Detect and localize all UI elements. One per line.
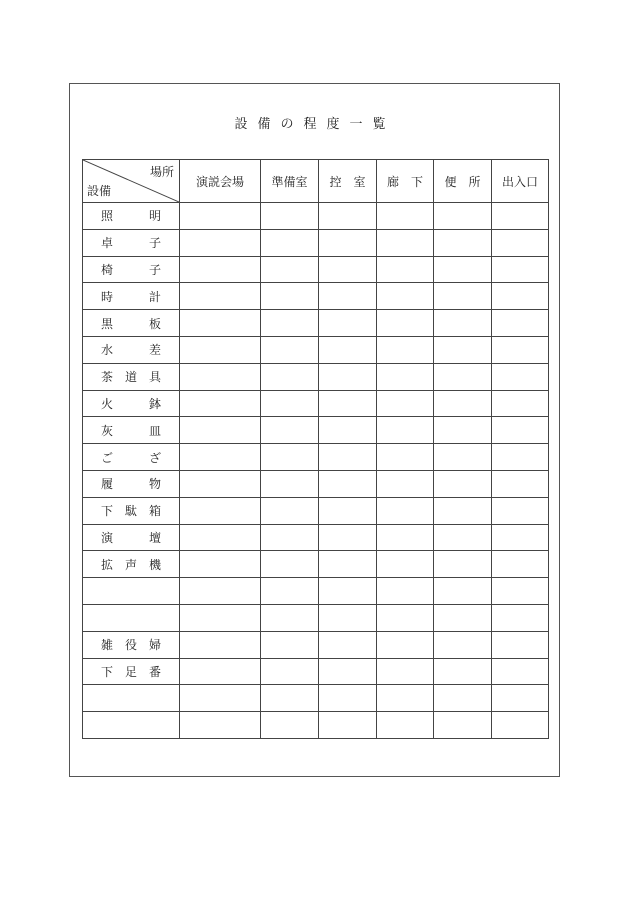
table-cell[interactable] [377,658,434,685]
table-cell[interactable] [319,578,377,605]
table-cell[interactable] [434,336,492,363]
table-cell[interactable] [492,497,549,524]
row-label: 拡声機 [83,551,180,578]
table-cell[interactable] [261,256,319,283]
table-cell[interactable] [492,283,549,310]
table-row [83,551,549,578]
table-cell[interactable] [319,256,377,283]
table-row [83,685,549,712]
row-label: 時計 [83,283,180,310]
table-cell[interactable] [180,604,261,631]
row-label: 照明 [83,203,180,230]
table-cell[interactable] [492,631,549,658]
table-cell[interactable] [434,203,492,230]
table-cell[interactable] [319,712,377,739]
table-row [83,444,549,471]
column-header: 準備室 [261,160,319,203]
table-cell[interactable] [377,524,434,551]
table-cell[interactable] [434,470,492,497]
table-cell[interactable] [319,417,377,444]
table-row [83,417,549,444]
table-row [83,631,549,658]
corner-label-place: 場所 [149,165,174,179]
table-cell[interactable] [492,310,549,337]
table-cell[interactable] [319,363,377,390]
table-cell[interactable] [180,578,261,605]
table-cell[interactable] [261,417,319,444]
table-cell[interactable] [434,685,492,712]
table-cell[interactable] [261,551,319,578]
table-cell[interactable] [492,203,549,230]
table-cell[interactable] [377,310,434,337]
table-cell[interactable] [377,229,434,256]
table-row [83,658,549,685]
table-cell[interactable] [434,256,492,283]
table-cell[interactable] [180,310,261,337]
table-cell[interactable] [377,551,434,578]
table-cell[interactable] [492,336,549,363]
table-cell[interactable] [492,229,549,256]
table-cell[interactable] [319,310,377,337]
table-cell[interactable] [180,631,261,658]
table-cell[interactable] [180,712,261,739]
row-label [83,578,180,605]
table-cell[interactable] [377,417,434,444]
row-label: 椅子 [83,256,180,283]
table-cell[interactable] [180,470,261,497]
table-cell[interactable] [261,658,319,685]
table-cell[interactable] [434,604,492,631]
table-cell[interactable] [319,604,377,631]
table-cell[interactable] [261,283,319,310]
row-label: 卓子 [83,229,180,256]
table-cell[interactable] [492,363,549,390]
row-label: 黒板 [83,310,180,337]
table-cell[interactable] [434,524,492,551]
table-row [83,497,549,524]
table-cell[interactable] [434,390,492,417]
table-cell[interactable] [377,604,434,631]
row-label: 茶道具 [83,363,180,390]
header-row [83,160,549,203]
table-cell[interactable] [261,229,319,256]
row-label: 履物 [83,470,180,497]
row-label [83,712,180,739]
table-row [83,363,549,390]
table-cell[interactable] [377,712,434,739]
table-cell[interactable] [180,256,261,283]
table-cell[interactable] [180,524,261,551]
table-cell[interactable] [377,203,434,230]
table-cell[interactable] [180,685,261,712]
table-cell[interactable] [180,497,261,524]
table-row [83,256,549,283]
table-cell[interactable] [434,631,492,658]
table-cell[interactable] [377,578,434,605]
table-cell[interactable] [180,283,261,310]
table-row [83,229,549,256]
table-cell[interactable] [492,604,549,631]
row-label [83,685,180,712]
table-cell[interactable] [434,497,492,524]
table-row [83,524,549,551]
column-header: 演説会場 [180,160,261,203]
table-cell[interactable] [377,336,434,363]
table-cell[interactable] [492,256,549,283]
table-row [83,604,549,631]
table-cell[interactable] [434,444,492,471]
table-cell[interactable] [261,390,319,417]
table-cell[interactable] [434,551,492,578]
row-label: ござ [83,444,180,471]
table-cell[interactable] [180,658,261,685]
equipment-table [82,159,549,739]
table-row [83,712,549,739]
table-cell[interactable] [319,685,377,712]
table-cell[interactable] [261,578,319,605]
row-label: 雑役婦 [83,631,180,658]
table-cell[interactable] [319,444,377,471]
table-cell[interactable] [492,712,549,739]
table-cell[interactable] [319,658,377,685]
table-row [83,390,549,417]
table-cell[interactable] [377,470,434,497]
table-cell[interactable] [319,390,377,417]
table-cell[interactable] [261,631,319,658]
table-row [83,283,549,310]
table-cell[interactable] [261,310,319,337]
table-cell[interactable] [492,417,549,444]
table-cell[interactable] [492,524,549,551]
table-cell[interactable] [319,203,377,230]
table-cell[interactable] [377,283,434,310]
table-cell[interactable] [377,363,434,390]
table-cell[interactable] [434,229,492,256]
table-cell[interactable] [492,658,549,685]
table-cell[interactable] [492,551,549,578]
table-row [83,203,549,230]
table-body [83,203,549,739]
table-cell[interactable] [319,336,377,363]
corner-label-equipment: 設備 [87,184,112,198]
table-cell[interactable] [319,470,377,497]
table-cell[interactable] [492,578,549,605]
table-cell[interactable] [261,712,319,739]
table-cell[interactable] [180,229,261,256]
row-label: 灰皿 [83,417,180,444]
row-label: 演壇 [83,524,180,551]
table-cell[interactable] [434,310,492,337]
table-cell[interactable] [377,390,434,417]
table-row [83,470,549,497]
table-cell[interactable] [180,551,261,578]
table-cell[interactable] [180,336,261,363]
table-cell[interactable] [434,658,492,685]
table-cell[interactable] [261,524,319,551]
table-cell[interactable] [492,390,549,417]
table-cell[interactable] [319,524,377,551]
row-label: 下足番 [83,658,180,685]
table-cell[interactable] [261,497,319,524]
table-cell[interactable] [377,256,434,283]
table-cell[interactable] [319,631,377,658]
table-row [83,310,549,337]
row-label [83,604,180,631]
table-cell[interactable] [180,363,261,390]
table-cell[interactable] [261,685,319,712]
table-cell[interactable] [434,363,492,390]
table-cell[interactable] [377,631,434,658]
table-cell[interactable] [377,497,434,524]
table-cell[interactable] [261,363,319,390]
table-cell[interactable] [434,578,492,605]
table-cell[interactable] [492,470,549,497]
table-cell[interactable] [261,336,319,363]
table-cell[interactable] [180,417,261,444]
table-cell[interactable] [180,203,261,230]
table-cell[interactable] [319,229,377,256]
table-cell[interactable] [319,551,377,578]
table-cell[interactable] [180,390,261,417]
table-cell[interactable] [261,604,319,631]
corner-cell [83,160,180,203]
table-cell[interactable] [434,283,492,310]
table-cell[interactable] [377,444,434,471]
table-cell[interactable] [492,685,549,712]
table-cell[interactable] [261,203,319,230]
column-header: 控 室 [319,160,377,203]
column-header: 便 所 [434,160,492,203]
row-label: 水差 [83,336,180,363]
document-title: 設備の程度一覧 [234,117,396,132]
table-cell[interactable] [434,712,492,739]
table-cell[interactable] [261,444,319,471]
table-cell[interactable] [319,283,377,310]
table-row [83,336,549,363]
column-header: 廊 下 [377,160,434,203]
row-label: 火鉢 [83,390,180,417]
table-cell[interactable] [377,685,434,712]
row-label: 下駄箱 [83,497,180,524]
table-cell[interactable] [434,417,492,444]
column-header: 出入口 [492,160,549,203]
table-cell[interactable] [492,444,549,471]
table-cell[interactable] [180,444,261,471]
table-cell[interactable] [319,497,377,524]
table-row [83,578,549,605]
table-cell[interactable] [261,470,319,497]
